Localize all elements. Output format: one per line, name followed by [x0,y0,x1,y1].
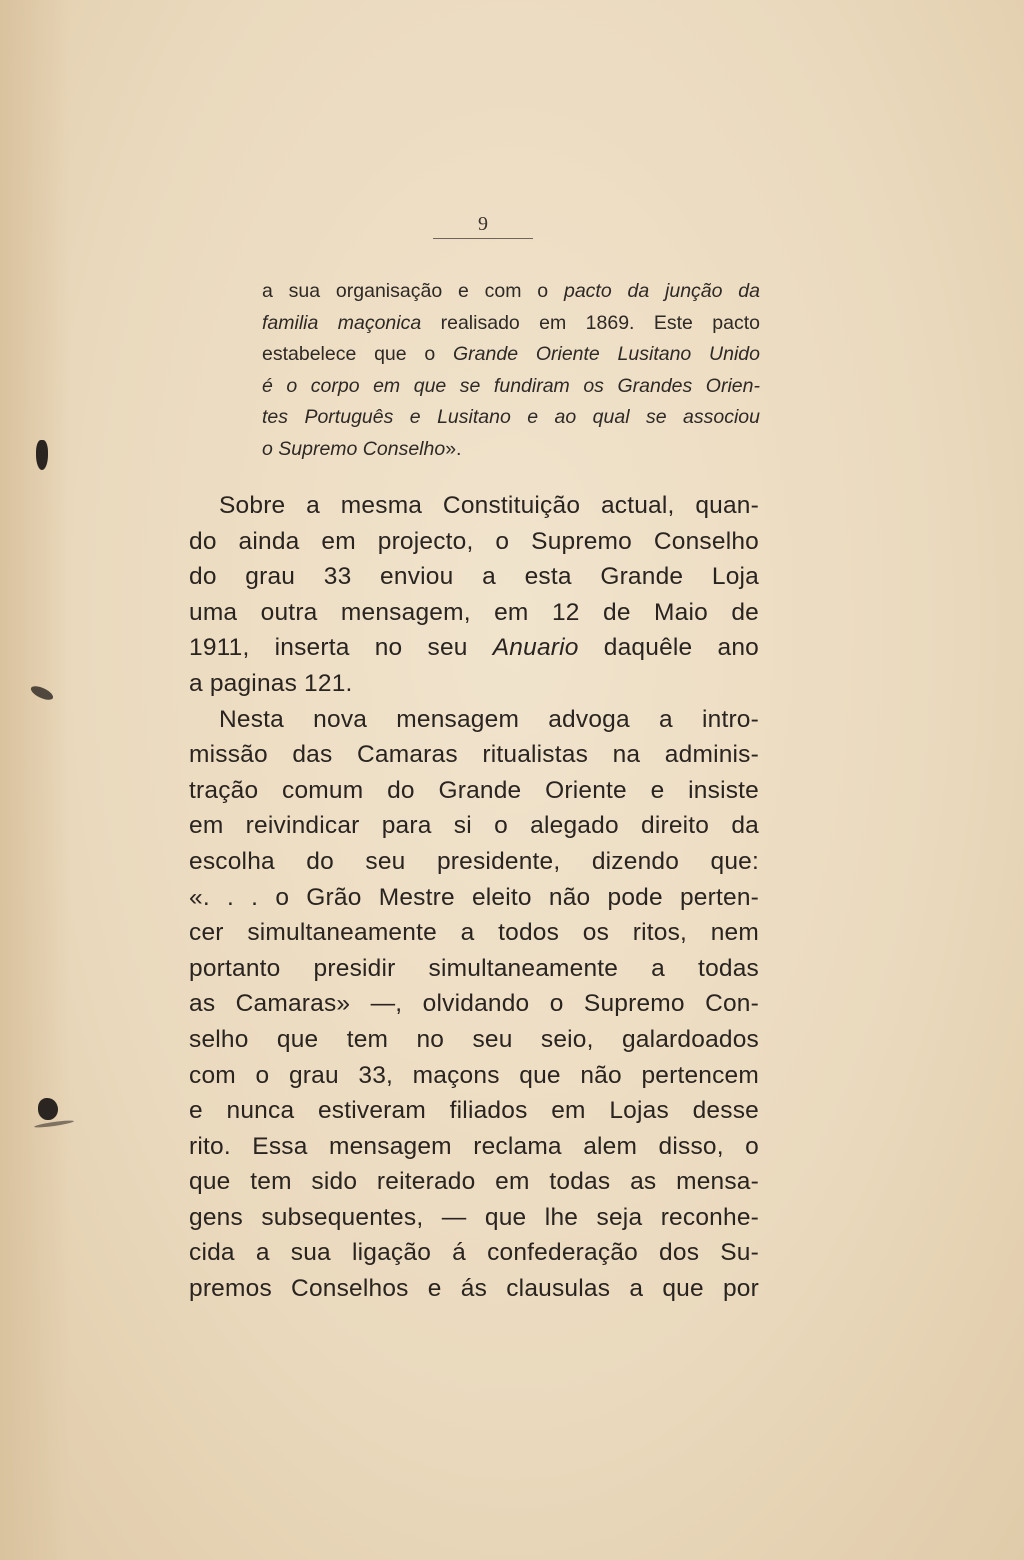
quote-line: é o corpo em que se fundiram os Grandes Orien- [262,374,760,397]
body-line: escolha do seu presidente, dizendo que: [189,847,759,875]
body-line: do ainda em projecto, o Supremo Conselho [189,527,759,555]
quote-line: estabelece que o Grande Oriente Lusitano Unido [262,343,760,365]
body-line: 1911, inserta no seu Anuario daquêle ano [189,634,759,662]
quote-line: familia maçonica realisado em 1869. Este pacto [262,311,760,334]
body-line: e nunca estiveram filiados em Lojas desse [189,1097,759,1125]
body-line: Sobre a mesma Constituição actual, quan- [219,492,759,519]
body-text [189,488,759,1307]
body-line: uma outra mensagem, em 12 de Maio de [189,598,759,626]
body-line: com o grau 33, maçons que não pertencem [189,1061,759,1089]
quoted-passage [262,276,760,465]
body-line: portanto presidir simultaneamente a todas [189,954,759,982]
page-header [428,212,538,239]
ink-spot [38,1098,58,1120]
body-line: tração comum do Grande Oriente e insiste [189,776,759,804]
body-line: em reivindicar para si o alegado direito da [189,812,759,840]
body-line: premos Conselhos e ás clausulas a que por [189,1275,759,1303]
body-line: cida a sua ligação á confederação dos Su- [189,1239,759,1267]
body-line: a paginas 121. [189,669,353,697]
page-edge-shading [0,0,70,1560]
body-line: as Camaras» —, olvidando o Supremo Con- [189,990,759,1018]
body-line: «. . . o Grão Mestre eleito não pode perten- [189,883,759,911]
body-line: do grau 33 enviou a esta Grande Loja [189,563,759,591]
body-line: que tem sido reiterado em todas as mensa- [189,1168,759,1196]
header-rule [433,238,533,239]
body-line: Nesta nova mensagem advoga a intro- [219,705,759,733]
quote-line: a sua organisação e com o pacto da junção da [262,280,760,302]
body-line: cer simultaneamente a todos os ritos, nem [189,919,759,947]
page-number: 9 [478,213,488,235]
quote-line: tes Português e Lusitano e ao qual se associou [262,406,760,428]
quote-line: o Supremo Conselho». [262,437,462,460]
body-line: missão das Camaras ritualistas na adminis- [189,741,759,769]
body-line: gens subsequentes, — que lhe seja reconhe- [189,1203,759,1231]
body-line: rito. Essa mensagem reclama alem disso, o [189,1132,759,1160]
body-line: selho que tem no seu seio, galardoados [189,1025,759,1053]
ink-spot [36,440,48,470]
